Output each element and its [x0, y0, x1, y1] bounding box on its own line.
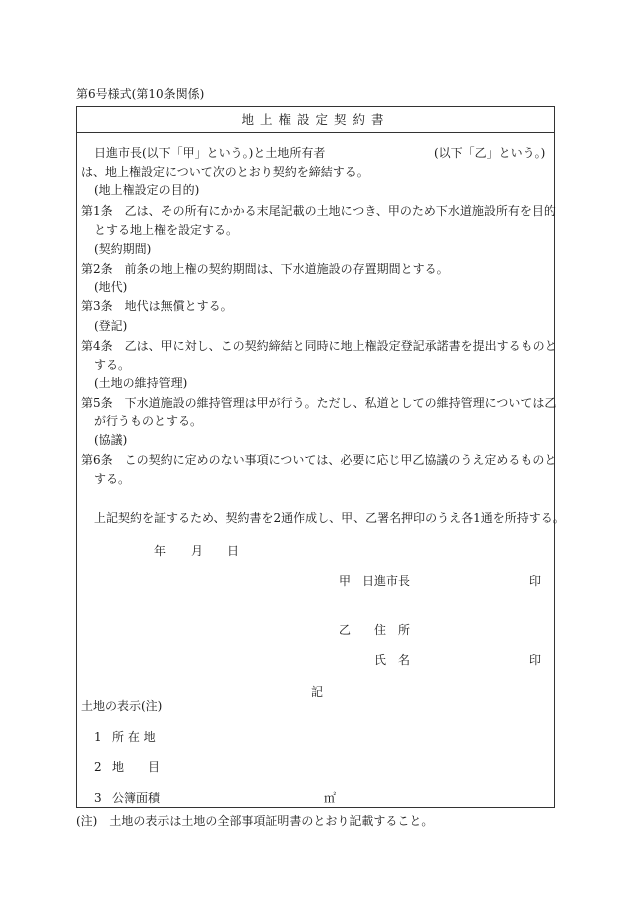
- land-item-number: 2: [94, 760, 102, 774]
- article-line: 第3条 地代は無償とする。: [81, 299, 233, 313]
- record-heading: 記: [311, 685, 324, 699]
- contract-title: 地上権設定契約書: [77, 107, 554, 133]
- land-item-label: 所 在 地: [112, 730, 156, 744]
- article-line: が行うものとする。: [94, 414, 203, 428]
- article-line: とする地上権を設定する。: [94, 223, 239, 237]
- date-month: 月: [191, 544, 204, 558]
- article-line: する。: [94, 472, 131, 486]
- contract-form-box: [76, 106, 565, 808]
- land-item-number: 1: [94, 730, 102, 744]
- form-number: 第6号様式(第10条関係): [76, 87, 205, 101]
- seal-mark: 印: [529, 653, 542, 667]
- area-unit: ㎡: [324, 791, 337, 805]
- land-item-label: 公簿面積: [112, 791, 161, 805]
- article-line: 第6条 この契約に定めのない事項については、必要に応じ甲乙協議のうえ定めるものと: [81, 453, 557, 467]
- article-heading: (契約期間): [94, 242, 152, 256]
- footnote: (注) 土地の表示は土地の全部事項証明書のとおり記載すること。: [76, 814, 434, 828]
- land-item-number: 3: [94, 791, 102, 805]
- intro-line-2: は、地上権設定について次のとおり契約を締結する。: [81, 165, 369, 179]
- article-line: 第1条 乙は、その所有にかかる末尾記載の土地につき、甲のため下水道施設所有を目的: [81, 204, 556, 218]
- closing-statement: 上記契約を証するため、契約書を2通作成し、甲、乙署名押印のうえ各1通を所持する。: [94, 511, 565, 525]
- article-line: 第5条 下水道施設の維持管理は甲が行う。ただし、私道としての維持管理については乙: [81, 396, 557, 410]
- address-label: 住 所: [374, 623, 411, 637]
- article-heading: (協議): [94, 433, 128, 447]
- article-line: する。: [94, 358, 131, 372]
- article-line: 第2条 前条の地上権の契約期間は、下水道施設の存置期間とする。: [81, 262, 449, 276]
- intro-line-1b: (以下「乙」という。): [434, 146, 546, 160]
- party-b-label: 乙: [339, 623, 352, 637]
- article-heading: (土地の維持管理): [94, 376, 188, 390]
- party-a-name: 日進市長: [362, 574, 411, 588]
- seal-mark: 印: [529, 574, 542, 588]
- article-line: 第4条 乙は、甲に対し、この契約締結と同時に地上権設定登記承諾書を提出するものと: [81, 339, 557, 353]
- name-label: 氏 名: [374, 653, 411, 667]
- intro-line-1a: 日進市長(以下「甲」という。)と土地所有者: [94, 146, 326, 160]
- date-day: 日: [227, 544, 240, 558]
- land-item-label: 地 目: [112, 760, 161, 774]
- date-year: 年: [154, 544, 167, 558]
- article-heading: (地代): [94, 280, 128, 294]
- land-display-label: 土地の表示(注): [81, 699, 163, 713]
- article-heading: (地上権設定の目的): [94, 183, 200, 197]
- party-a-label: 甲: [339, 574, 352, 588]
- article-heading: (登記): [94, 319, 128, 333]
